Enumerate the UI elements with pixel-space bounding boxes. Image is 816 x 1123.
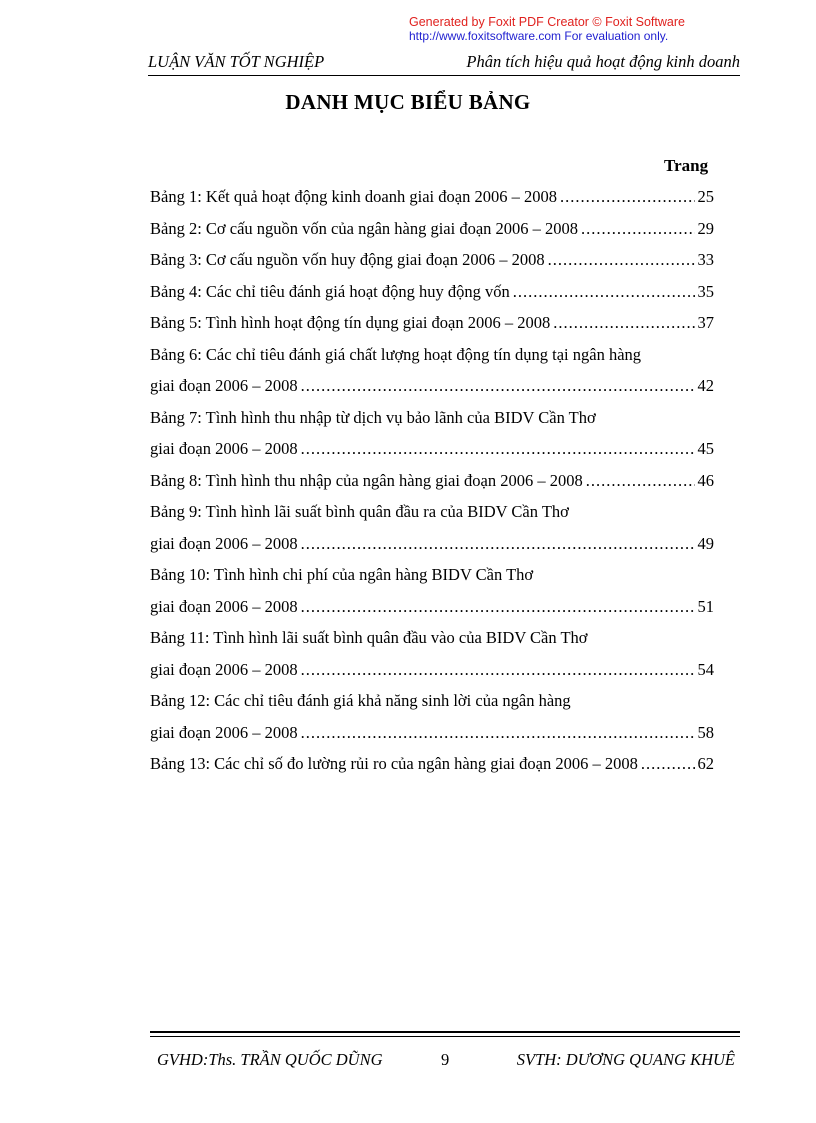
toc-leader-dots <box>301 720 695 746</box>
toc-entry <box>150 279 714 311</box>
toc-leader-dots <box>513 279 695 305</box>
toc-entry <box>150 657 714 689</box>
toc-entry-text: Bảng 11: Tình hình lãi suất bình quân đầu vào của BIDV Cần Thơ <box>150 628 588 647</box>
toc-entry-page: 33 <box>697 250 714 269</box>
toc-entry-page: 45 <box>697 439 714 458</box>
toc-entry-text: Bảng 10: Tình hình chi phí của ngân hàng BIDV Cần Thơ <box>150 565 534 584</box>
toc-leader-dots <box>560 184 695 210</box>
toc-entry <box>150 342 714 374</box>
toc-entry <box>150 625 714 657</box>
toc-leader-dots <box>586 468 695 494</box>
toc-entry-page: 29 <box>697 218 714 238</box>
toc-leader-dots <box>301 531 695 557</box>
toc-entry-page: 49 <box>697 533 714 553</box>
toc-entry-page: 46 <box>697 470 714 490</box>
toc-entry <box>150 562 714 594</box>
toc-entry-text: Bảng 4: Các chỉ tiêu đánh giá hoạt động huy động vốn <box>150 281 510 301</box>
toc-entry-page: 25 <box>697 187 714 206</box>
toc-entry-text: giai đoạn 2006 – 2008 <box>150 659 298 679</box>
toc-entry-page: 42 <box>697 376 714 395</box>
toc-entry-page: 37 <box>697 313 714 332</box>
toc-entry-page: 54 <box>697 659 714 679</box>
toc-entry-text: Bảng 6: Các chỉ tiêu đánh giá chất lượng hoạt động tín dụng tại ngân hàng <box>150 344 642 364</box>
toc-entry <box>150 405 714 437</box>
footer-divider <box>150 1031 740 1037</box>
toc-entry-text: giai đoạn 2006 – 2008 <box>150 722 298 742</box>
watermark-line-2: http://www.foxitsoftware.com For evaluation only. <box>409 29 669 43</box>
toc-entry-text: giai đoạn 2006 – 2008 <box>150 376 298 395</box>
footer-student: SVTH: DƯƠNG QUANG KHUÊ <box>516 1050 735 1069</box>
toc-leader-dots <box>301 657 695 683</box>
toc-entry-page: 51 <box>697 596 714 616</box>
toc-leader-dots <box>553 310 694 336</box>
toc-entry-page: 35 <box>697 281 714 301</box>
running-footer <box>157 1050 735 1072</box>
toc-entry <box>150 594 714 626</box>
toc-entry <box>150 216 714 248</box>
header-thesis-label: LUẬN VĂN TỐT NGHIỆP <box>148 52 325 71</box>
toc-entry-text: giai đoạn 2006 – 2008 <box>150 596 298 616</box>
toc-entry-text: Bảng 13: Các chỉ số đo lường rủi ro của ngân hàng giai đoạn 2006 – 2008 <box>150 754 638 773</box>
table-list <box>150 184 714 783</box>
header-divider <box>148 75 740 76</box>
toc-leader-dots <box>641 751 695 777</box>
footer-advisor: GVHD:Ths. TRẦN QUỐC DŨNG <box>157 1050 383 1069</box>
toc-entry-text: giai đoạn 2006 – 2008 <box>150 533 298 553</box>
toc-entry-page: 58 <box>697 722 714 742</box>
toc-entry-text: Bảng 1: Kết quả hoạt động kinh doanh giai đoạn 2006 – 2008 <box>150 187 557 206</box>
footer-page-number: 9 <box>441 1050 450 1069</box>
toc-entry <box>150 751 714 783</box>
toc-entry <box>150 247 714 279</box>
toc-leader-dots <box>301 594 695 620</box>
toc-leader-dots <box>301 373 695 399</box>
toc-entry <box>150 468 714 500</box>
toc-entry <box>150 436 714 468</box>
toc-entry-text: Bảng 12: Các chỉ tiêu đánh giá khả năng sinh lời của ngân hàng <box>150 691 571 710</box>
foxit-watermark <box>409 15 685 43</box>
toc-entry-text: Bảng 9: Tình hình lãi suất bình quân đầu ra của BIDV Cần Thơ <box>150 502 569 521</box>
header-thesis-title: Phân tích hiệu quả hoạt động kinh doanh <box>466 52 740 71</box>
toc-entry <box>150 531 714 563</box>
page-column-label: Trang <box>664 156 709 175</box>
toc-entry-text: Bảng 8: Tình hình thu nhập của ngân hàng giai đoạn 2006 – 2008 <box>150 470 583 490</box>
toc-entry <box>150 720 714 752</box>
toc-entry <box>150 310 714 342</box>
toc-entry <box>150 499 714 531</box>
toc-leader-dots <box>581 216 694 242</box>
toc-leader-dots <box>548 247 695 273</box>
toc-entry-text: Bảng 7: Tình hình thu nhập từ dịch vụ bảo lãnh của BIDV Cần Thơ <box>150 407 596 427</box>
running-header <box>148 52 740 74</box>
toc-entry-text: Bảng 5: Tình hình hoạt động tín dụng giai đoạn 2006 – 2008 <box>150 313 551 332</box>
toc-entry <box>150 688 714 720</box>
toc-entry <box>150 373 714 405</box>
toc-entry-text: Bảng 2: Cơ cấu nguồn vốn của ngân hàng giai đoạn 2006 – 2008 <box>150 218 579 238</box>
watermark-line-1: Generated by Foxit PDF Creator © Foxit Software <box>409 15 685 29</box>
toc-entry-page: 62 <box>697 754 714 773</box>
toc-leader-dots <box>301 436 695 462</box>
toc-entry-text: Bảng 3: Cơ cấu nguồn vốn huy động giai đoạn 2006 – 2008 <box>150 250 545 269</box>
page-title: DANH MỤC BIỂU BẢNG <box>285 90 531 114</box>
toc-entry <box>150 184 714 216</box>
toc-entry-text: giai đoạn 2006 – 2008 <box>150 439 298 458</box>
